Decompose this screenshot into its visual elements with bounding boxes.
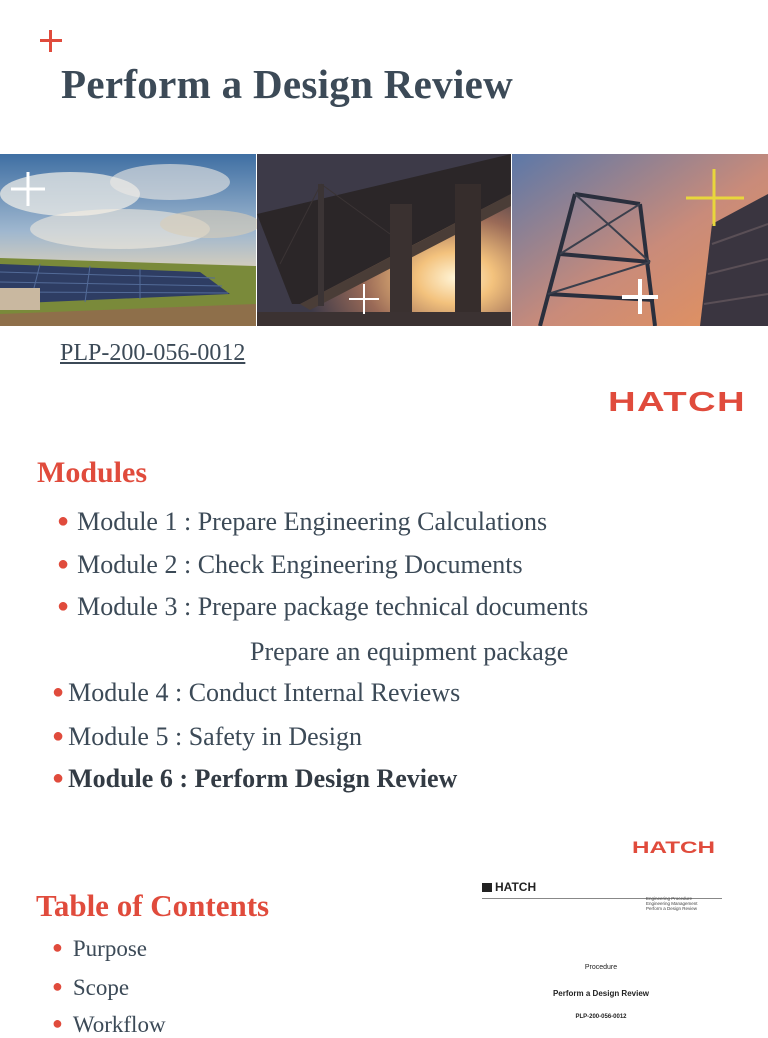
hero-banner (0, 154, 768, 326)
bullet-icon: ● (57, 595, 70, 617)
thumbnail-doc-type: Procedure (584, 964, 618, 971)
hatch-logo (608, 386, 748, 416)
list-item: ● Module 4 : Conduct Internal Reviews (52, 678, 461, 707)
plus-decoration-icon (38, 28, 64, 54)
document-cover-thumbnail (456, 868, 746, 1028)
svg-text:HATCH: HATCH (608, 386, 746, 416)
hatch-logo-small (632, 838, 716, 856)
toc-item-workflow[interactable]: ● Workflow (52, 1012, 166, 1037)
module3-continuation: Prepare an equipment package (250, 637, 569, 666)
page-title: Perform a Design Review (61, 61, 514, 107)
thumbnail-doc-number: PLP-200-056-0012 (575, 1014, 627, 1020)
list-item: ● Module 5 : Safety in Design (52, 722, 363, 751)
list-item: ● Module 2 : Check Engineering Documents (57, 550, 523, 579)
bullet-icon: ● (52, 767, 65, 789)
modules-heading: Modules (37, 456, 148, 489)
list-item: ● Module 1 : Prepare Engineering Calculations (57, 507, 548, 536)
toc-item-purpose[interactable]: ● Purpose (52, 936, 147, 961)
bullet-icon: ● (52, 725, 65, 747)
list-item-current: ● Module 6 : Perform Design Review (52, 764, 458, 793)
thumbnail-meta: Engineering Procedure Engineering Management Perform a Design Review (646, 896, 698, 911)
hatch-mark-icon (482, 883, 492, 892)
bullet-icon: ● (52, 681, 65, 703)
thumbnail-doc-title: Perform a Design Review (552, 989, 650, 998)
list-item: ● Module 3 : Prepare package technical documents (57, 592, 589, 621)
toc-heading: Table of Contents (36, 888, 270, 923)
thumbnail-logo: HATCH (482, 880, 536, 894)
bullet-icon: ● (52, 976, 63, 996)
toc-item-scope[interactable]: ● Scope (52, 975, 130, 1000)
svg-text:HATCH: HATCH (632, 838, 715, 856)
bullet-icon: ● (57, 553, 70, 575)
bullet-icon: ● (52, 937, 63, 957)
bullet-icon: ● (52, 1013, 63, 1033)
document-number: PLP-200-056-0012 (60, 340, 246, 366)
bullet-icon: ● (57, 510, 70, 532)
bridge-sunset-photo (257, 154, 511, 326)
solar-field-photo (0, 154, 260, 326)
